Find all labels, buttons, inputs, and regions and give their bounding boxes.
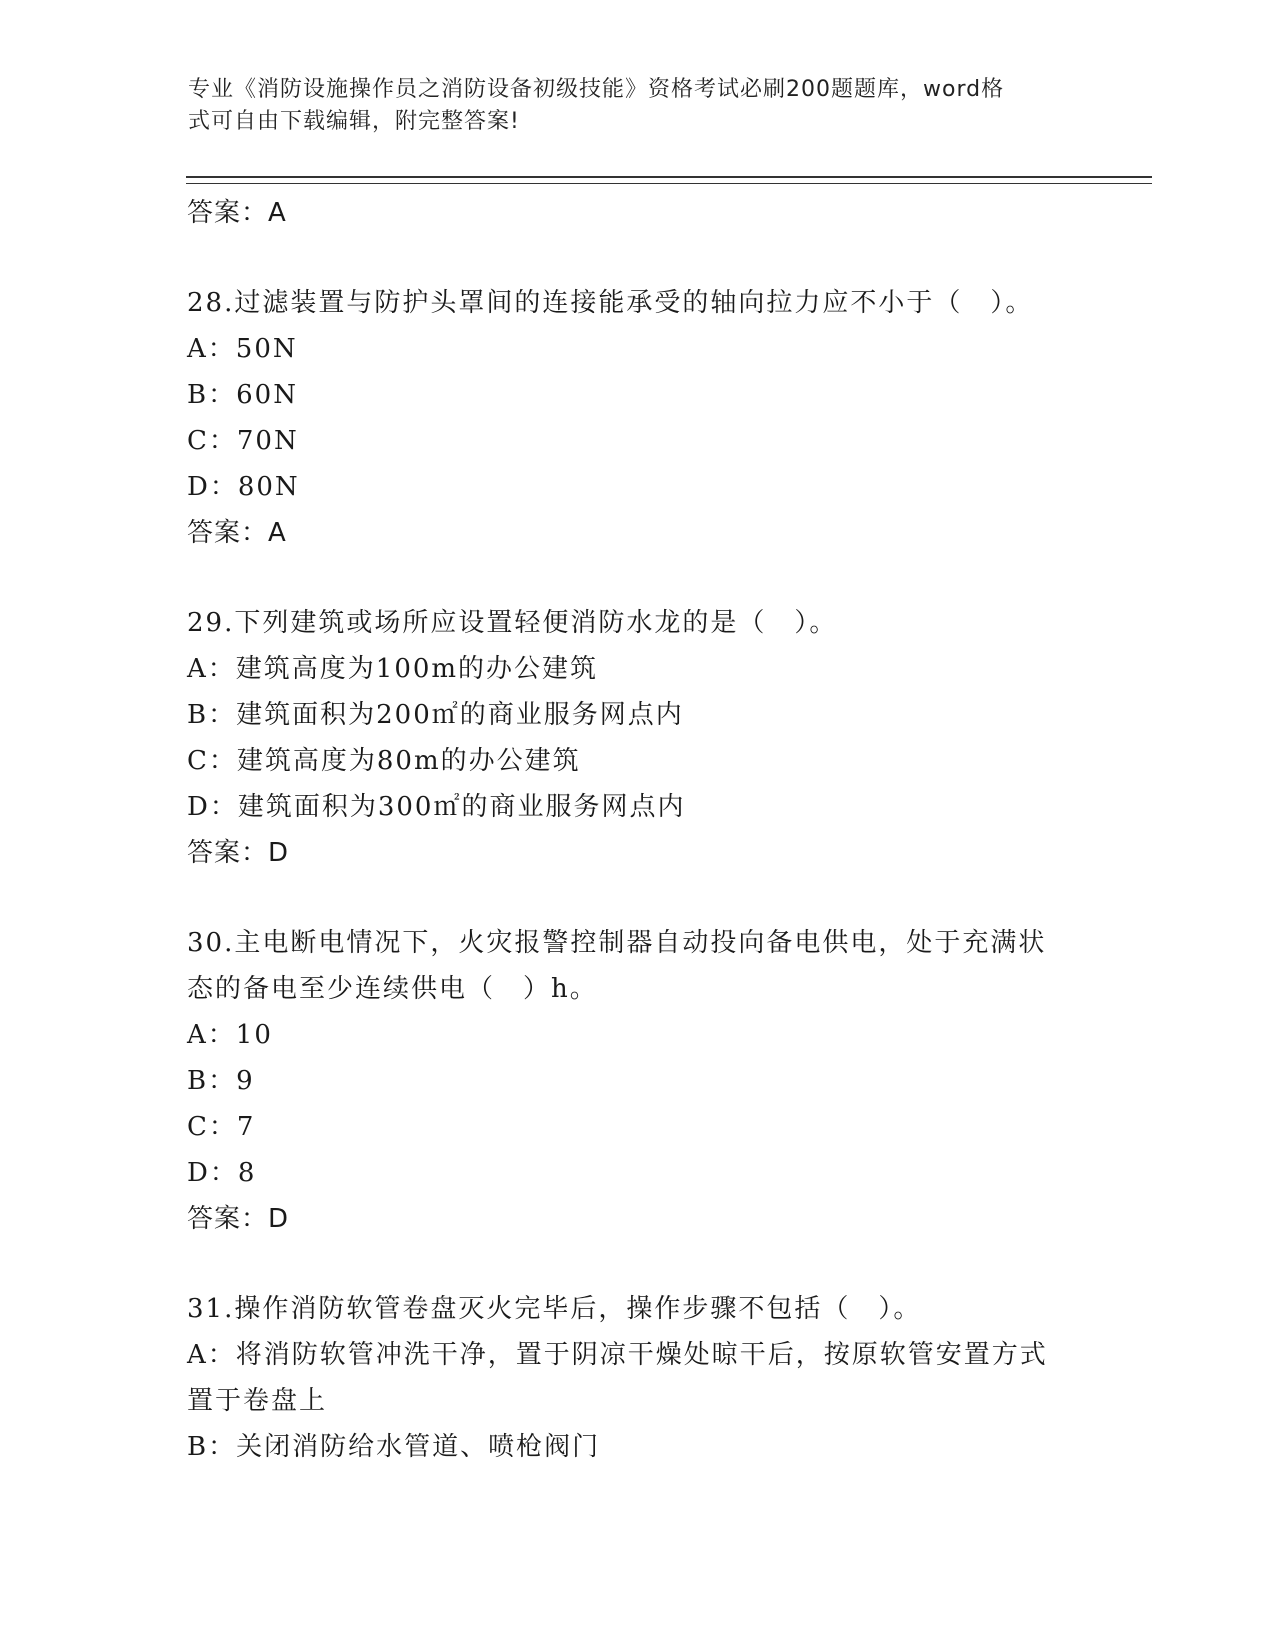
option-a: A：50N [187,334,298,364]
header-rule-thin [186,183,1152,184]
question-content [187,190,1087,1470]
option-c: C：70N [187,426,299,456]
option-a-line-1: A：将消防软管冲洗干净，置于阴凉干燥处晾干后，按原软管安置方式 [187,1340,1048,1370]
question-stem-line-1: 30.主电断电情况下，火灾报警控制器自动投向备电供电，处于充满状 [187,928,1047,958]
answer-30: 答案：D [187,1204,290,1234]
header-line-2: 式可自由下载编辑，附完整答案! [188,109,520,134]
option-a: A：建筑高度为100m的办公建筑 [187,654,599,684]
option-a-line-2: 置于卷盘上 [187,1386,328,1416]
question-28 [187,280,1087,556]
question-stem-line-2: 态的备电至少连续供电（ ）h。 [187,974,598,1004]
option-d: D：80N [187,472,300,502]
question-30 [187,920,1087,1242]
option-c: C：建筑高度为80m的办公建筑 [187,746,581,776]
header-line-1: 专业《消防设施操作员之消防设备初级技能》资格考试必刷200题题库，word格 [188,77,1005,102]
question-29 [187,600,1087,876]
question-stem: 31.操作消防软管卷盘灭火完毕后，操作步骤不包括（ ）。 [187,1294,922,1324]
answer-29: 答案：D [187,838,290,868]
option-d: D：建筑面积为300㎡的商业服务网点内 [187,792,686,822]
question-stem: 28.过滤装置与防护头罩间的连接能承受的轴向拉力应不小于（ ）。 [187,288,1034,318]
question-31 [187,1286,1087,1470]
question-stem: 29.下列建筑或场所应设置轻便消防水龙的是（ ）。 [187,608,838,638]
option-b: B：关闭消防给水管道、喷枪阀门 [187,1432,601,1462]
option-c: C：7 [187,1112,256,1142]
option-d: D：8 [187,1158,257,1188]
option-b: B：建筑面积为200㎡的商业服务网点内 [187,700,684,730]
option-b: B：60N [187,380,298,410]
header-rule-thick [186,176,1152,178]
option-b: B：9 [187,1066,255,1096]
answer-27: 答案：A [187,198,287,228]
option-a: A：10 [187,1020,273,1050]
page-header [188,74,1068,138]
answer-28: 答案：A [187,518,287,548]
